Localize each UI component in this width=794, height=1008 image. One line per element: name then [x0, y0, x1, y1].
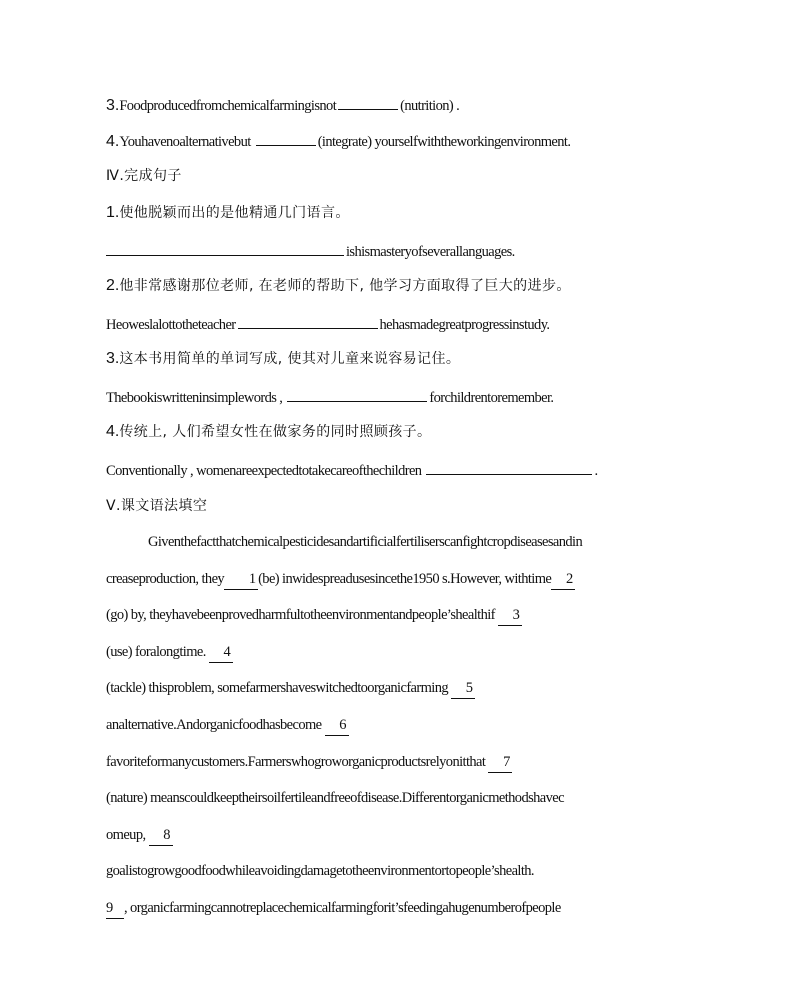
- sentence-item-1-english: [106, 240, 515, 262]
- passage-line-10: [106, 861, 534, 881]
- passage-text: (be) inwidespreadusesincethe1950 s.However, withtime: [258, 571, 552, 587]
- passage-line-11: [106, 898, 561, 919]
- passage-line-5: [106, 678, 475, 699]
- answer-blank[interactable]: [106, 240, 344, 256]
- chinese-prompt: 他非常感谢那位老师, 在老师的帮助下, 他学习方面取得了巨大的进步。: [119, 278, 571, 294]
- sentence-item-2-english: [106, 313, 549, 335]
- passage-text: (go) by, theyhavebeenprovedharmfultotheenvironmentandpeople’shealthif: [106, 607, 498, 623]
- item-text-before: Youhavenoalternativebut: [119, 134, 254, 150]
- gap-4[interactable]: 4: [209, 642, 233, 663]
- answer-blank[interactable]: [256, 130, 316, 146]
- passage-text: creaseproduction, they: [106, 571, 225, 587]
- passage-line-4: [106, 642, 233, 663]
- passage-line-7: [106, 752, 512, 773]
- gap-3[interactable]: 3: [498, 605, 522, 626]
- item-text-before: Conventionally , womenareexpectedtotakecareofthechildren: [106, 463, 425, 479]
- gap-9[interactable]: 9: [106, 898, 124, 919]
- gap-7[interactable]: 7: [488, 752, 512, 773]
- chinese-prompt: 这本书用简单的单词写成, 使其对儿童来说容易记住。: [119, 351, 461, 367]
- gap-8[interactable]: 8: [149, 825, 173, 846]
- passage-text: Giventhefactthatchemicalpesticidesandartificialfertiliserscanfightcropdiseasesandin: [148, 534, 583, 550]
- gap-2[interactable]: 2: [551, 569, 575, 590]
- passage-text: (use) foralongtime.: [106, 644, 209, 660]
- item-text-after: forchildrentoremember.: [429, 390, 554, 406]
- answer-blank[interactable]: [426, 459, 592, 475]
- item-text-after: ishismasteryofseverallanguages.: [346, 244, 515, 260]
- answer-blank[interactable]: [287, 386, 427, 402]
- sentence-item-2-chinese: [106, 276, 571, 296]
- passage-line-9: [106, 825, 173, 846]
- sentence-item-4-english: [106, 459, 598, 481]
- section-heading-v: Ⅴ.课文语法填空: [106, 498, 208, 514]
- exercise-item-4: [106, 130, 570, 152]
- item-number: 2.: [106, 277, 120, 294]
- item-number: 4.: [106, 133, 120, 150]
- gap-1[interactable]: 1: [224, 569, 258, 590]
- item-text-after: .: [594, 463, 598, 479]
- item-number: 3.: [106, 350, 120, 367]
- passage-line-1: [148, 532, 582, 552]
- sentence-item-3-english: [106, 386, 553, 408]
- passage-text: (tackle) thisproblem, somefarmershaveswitchedtoorganicfarming: [106, 680, 452, 696]
- passage-text: analternative.Andorganicfoodhasbecome: [106, 717, 325, 733]
- sentence-item-1-chinese: [106, 203, 350, 223]
- item-text-before: Heoweslalottotheteacher: [106, 317, 236, 333]
- passage-line-3: [106, 605, 522, 626]
- exercise-item-3: [106, 94, 459, 116]
- passage-text: favoriteformanycustomers.Farmerswhogroworganicproductsrelyonitthat: [106, 754, 489, 770]
- passage-text: omeup,: [106, 827, 149, 843]
- gap-5[interactable]: 5: [451, 678, 475, 699]
- answer-blank[interactable]: [338, 94, 398, 110]
- item-number: 3.: [106, 97, 120, 114]
- item-number: 1.: [106, 204, 120, 221]
- passage-line-8: [106, 788, 564, 808]
- gap-6[interactable]: 6: [325, 715, 349, 736]
- passage-line-2: [106, 569, 575, 590]
- sentence-item-4-chinese: [106, 422, 431, 442]
- passage-text: , organicfarmingcannotreplacechemicalfarmingforit’sfeedingahugenumberofpeople: [124, 900, 561, 916]
- sentence-item-3-chinese: [106, 349, 460, 369]
- item-text-before: Foodproducedfromchemicalfarmingisnot: [119, 98, 337, 114]
- item-text-after: (nutrition) .: [400, 98, 460, 114]
- chinese-prompt: 传统上, 人们希望女性在做家务的同时照顾孩子。: [119, 424, 432, 440]
- item-text-after: (integrate) yourselfwiththeworkingenvironment.: [317, 134, 571, 150]
- passage-line-6: [106, 715, 349, 736]
- chinese-prompt: 使他脱颖而出的是他精通几门语言。: [119, 205, 350, 221]
- item-number: 4.: [106, 423, 120, 440]
- passage-text: goalistogrowgoodfoodwhileavoidingdamagetotheenvironmentortopeople’shealth.: [106, 863, 534, 879]
- item-text-before: Thebookiswritteninsimplewords ,: [106, 390, 286, 406]
- answer-blank[interactable]: [238, 313, 378, 329]
- passage-text: (nature) meanscouldkeeptheirsoilfertileandfreeofdisease.Differentorganicmethodshavec: [106, 790, 564, 806]
- item-text-after: hehasmadegreatprogressinstudy.: [379, 317, 550, 333]
- section-heading-iv: Ⅳ.完成句子: [106, 168, 182, 184]
